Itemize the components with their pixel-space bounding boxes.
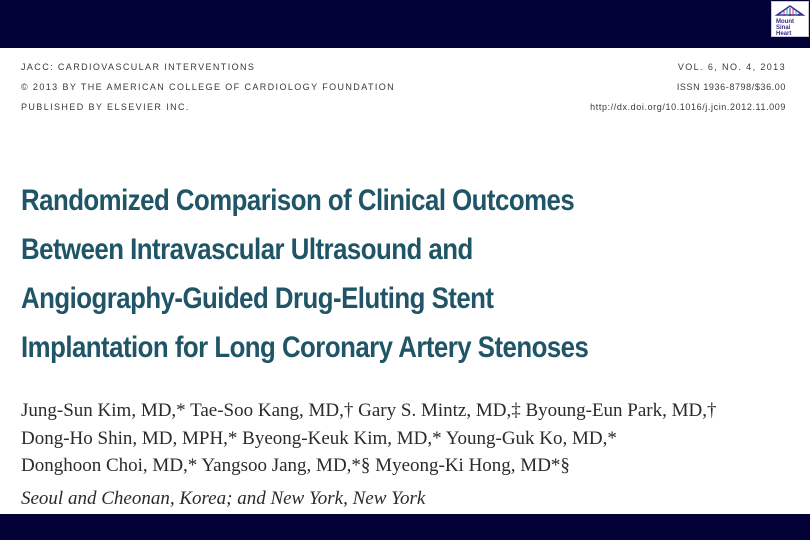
journal-name: JACC: CARDIOVASCULAR INTERVENTIONS xyxy=(21,62,256,72)
bottom-bar xyxy=(0,514,810,540)
issn-line: ISSN 1936-8798/$36.00 xyxy=(676,82,786,92)
title-line: Angiography-Guided Drug-Eluting Stent xyxy=(21,282,494,315)
doi-link[interactable]: http://dx.doi.org/10.1016/j.jcin.2012.11.009 xyxy=(590,102,786,112)
logo-text-line-2: Sinai xyxy=(776,25,791,31)
article-title xyxy=(21,176,683,372)
top-bar xyxy=(0,0,810,48)
affiliation: Seoul and Cheonan, Korea; and New York, New York xyxy=(21,488,426,509)
copyright-line: © 2013 BY THE AMERICAN COLLEGE OF CARDIOLOGY FOUNDATION xyxy=(21,82,396,92)
logo-text-line-3: Heart xyxy=(776,31,792,37)
author-line: Dong-Ho Shin, MD, MPH,* Byeong-Keuk Kim, MD,* Young-Guk Ko, MD,* xyxy=(21,427,617,449)
publisher-line: PUBLISHED BY ELSEVIER INC. xyxy=(21,102,190,112)
title-line: Implantation for Long Coronary Artery Stenoses xyxy=(21,331,589,364)
author-line: Donghoon Choi, MD,* Yangsoo Jang, MD,*§ Myeong-Ki Hong, MD*§ xyxy=(21,455,570,476)
mount-sinai-heart-logo xyxy=(771,1,809,37)
title-line: Randomized Comparison of Clinical Outcomes xyxy=(21,184,575,217)
author-list xyxy=(21,397,801,480)
title-line: Between Intravascular Ultrasound and xyxy=(21,233,473,266)
author-line: Jung-Sun Kim, MD,* Tae-Soo Kang, MD,† Gary S. Mintz, MD,‡ Byoung-Eun Park, MD,† xyxy=(21,400,717,421)
logo-text-line-1: Mount xyxy=(776,19,794,25)
volume-issue: VOL. 6, NO. 4, 2013 xyxy=(677,62,786,72)
